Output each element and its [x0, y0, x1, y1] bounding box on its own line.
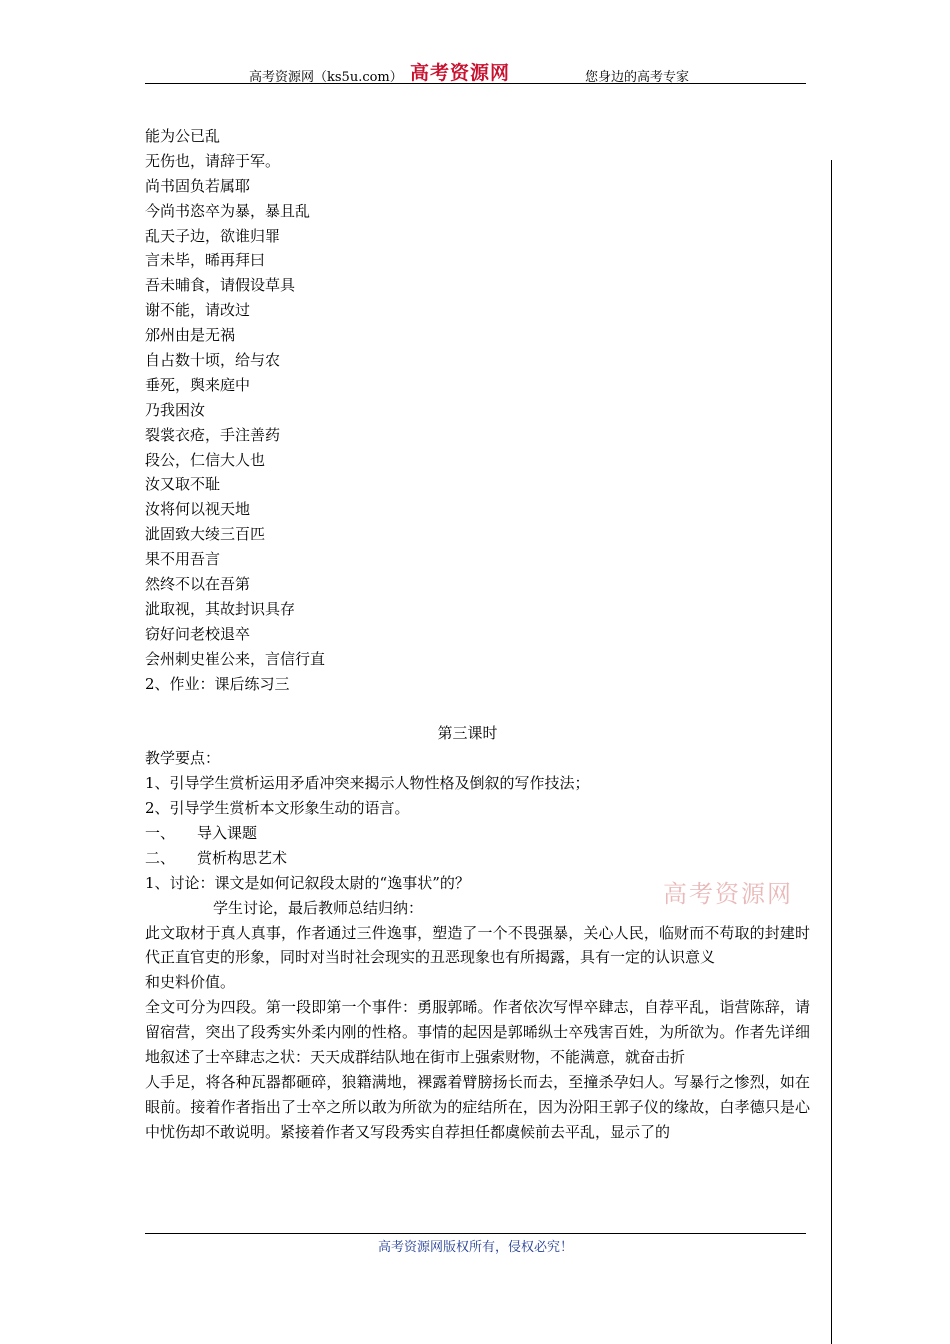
- paragraph: 人手足，将各种瓦器都砸碎，狼籍满地，裸露着臂膀扬长而去，至撞杀孕妇人。写暴行之惨烈，如在眼前。接着作者指出了士卒之所以敢为所欲为的症结所在，因为汾阳王郭子仪的缘故，白孝德只是心中忧伤却不敢说明。紧接着作者又写段秀实自荐担任都虞候前去平乱，显示了的: [145, 1072, 810, 1141]
- discussion-note: 学生讨论，最后教师总结归纳：: [213, 898, 424, 917]
- header-logo: 高考资源网: [410, 62, 511, 84]
- step-item: [145, 846, 810, 871]
- watermark: 高考资源网: [663, 880, 793, 908]
- phrase-line: 吾未晡食，请假设草具: [145, 276, 296, 295]
- phrase-line: 今尚书恣卒为暴，暴且乱: [145, 201, 311, 220]
- phrase-line: 2、作业：课后练习三: [145, 674, 290, 693]
- phrase-line: 能为公已乱: [145, 127, 221, 145]
- step-number: 一、: [145, 823, 176, 842]
- phrase-line: 乱天子边，欲谁归罪: [145, 226, 281, 245]
- teaching-points-label: 教学要点：: [145, 749, 221, 768]
- phrase-line: 裂裳衣疮，手注善药: [145, 425, 281, 444]
- step-text: 赏析构思艺术: [197, 848, 288, 867]
- phrase-line: 会州刺史崔公来，言信行直: [145, 649, 326, 668]
- phrase-line: 无伤也，请辞于军。: [145, 151, 281, 170]
- spacer: [145, 696, 810, 721]
- phrase-line: 言未毕，晞再拜曰: [145, 251, 266, 270]
- phrase-line: 窃好问老校退卒: [145, 624, 251, 643]
- document-body: [145, 124, 810, 1145]
- phrase-line: 自占数十顷，给与农: [145, 351, 281, 370]
- header-slogan: 您身边的高考专家: [585, 70, 690, 85]
- discussion-question: 1、讨论：课文是如何记叙段太尉的“逸事状”的？: [145, 873, 470, 892]
- phrase-line: 谢不能，请改过: [145, 301, 251, 320]
- step-text: 导入课题: [197, 823, 258, 842]
- phrase-line: 泚固致大绫三百匹: [145, 525, 266, 544]
- page-header: [145, 58, 806, 84]
- phrase-line: 段公，仁信大人也: [145, 450, 266, 469]
- step-number: 二、: [145, 848, 176, 867]
- phrase-line: 果不用吾言: [145, 550, 221, 569]
- phrase-line: 尚书固负若属耶: [145, 176, 251, 195]
- phrase-line: 汝将何以视天地: [145, 500, 251, 519]
- teaching-point: 1、引导学生赏析运用矛盾冲突来揭示人物性格及倒叙的写作技法；: [145, 774, 590, 793]
- paragraph: 此文取材于真人真事，作者通过三件逸事，塑造了一个不畏强暴，关心人民，临财而不苟取的封建时代正直官吏的形象，同时对当时社会现实的丑恶现象也有所揭露，具有一定的认识意义: [145, 923, 810, 967]
- phrase-line: 汝又取不耻: [145, 475, 221, 494]
- section-title: 第三课时: [437, 724, 498, 743]
- phrase-list: [145, 124, 810, 696]
- phrase-line: 垂死，舆来庭中: [145, 375, 251, 394]
- footer-rule: [145, 1233, 806, 1234]
- margin-line: [831, 160, 832, 1344]
- teaching-point: 2、引导学生赏析本文形象生动的语言。: [145, 799, 410, 818]
- paragraph: 全文可分为四段。第一段即第一个事件：勇服郭晞。作者依次写悍卒肆志，自荐平乱，诣营陈辞，请留宿营，突出了段秀实外柔内刚的性格。事情的起因是郭晞纵士卒残害百姓，为所欲为。作者先详细地叙述了士卒肆志之状：天天成群结队地在街市上强索财物，不能满意，就奋击折: [145, 998, 810, 1067]
- paragraph: 和史料价值。: [145, 973, 236, 992]
- phrase-line: 乃我困汝: [145, 400, 206, 419]
- phrase-line: 邠州由是无祸: [145, 326, 236, 345]
- header-rule: [145, 83, 806, 84]
- phrase-line: 泚取视，其故封识具存: [145, 599, 296, 618]
- phrase-line: 然终不以在吾第: [145, 575, 251, 594]
- page-footer: 高考资源网版权所有，侵权必究！: [377, 1240, 573, 1255]
- header-site-name: 高考资源网（ks5u.com）: [249, 70, 403, 85]
- step-item: [145, 821, 810, 846]
